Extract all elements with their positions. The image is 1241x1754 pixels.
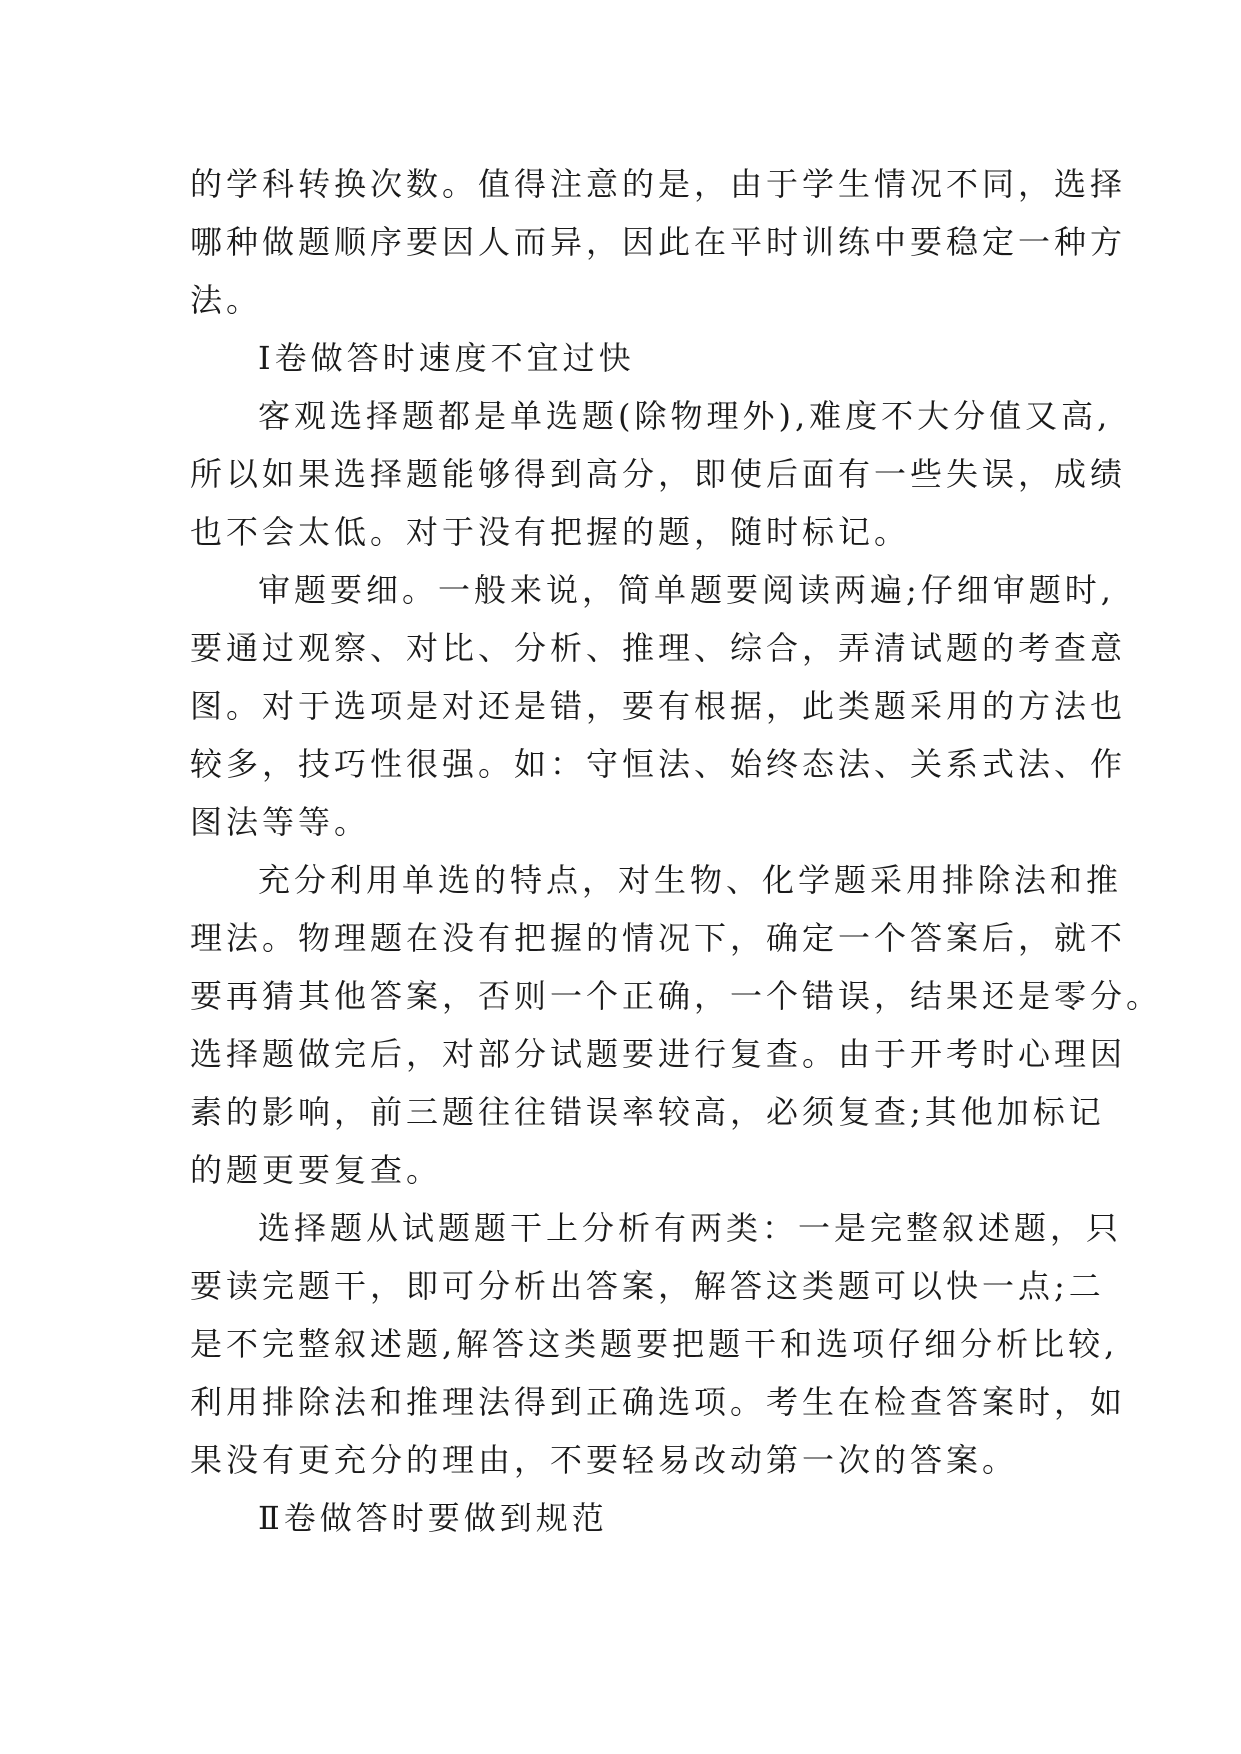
paragraph-objective-questions: [190, 387, 1127, 561]
text-line: 图法等等。: [190, 803, 371, 841]
text-line: 充分利用单选的特点，对生物、化学题采用排除法和推: [258, 861, 1123, 899]
text-line: 法。: [190, 281, 263, 319]
text-line: 要通过观察、对比、分析、推理、综合，弄清试题的考查意: [190, 629, 1127, 667]
text-line: 果没有更充分的理由，不要轻易改动第一次的答案。: [190, 1441, 1019, 1479]
text-line: 选择题从试题题干上分析有两类：一是完整叙述题，只: [258, 1209, 1123, 1247]
text-line: 是不完整叙述题,解答这类题要把题干和选项仔细分析比较,: [190, 1325, 1119, 1363]
text-line: 要再猜其他答案，否则一个正确，一个错误，结果还是零分。: [190, 977, 1163, 1015]
text-line: Ⅰ卷做答时速度不宜过快: [258, 339, 635, 377]
text-line: Ⅱ卷做答时要做到规范: [258, 1499, 608, 1537]
text-line: 审题要细。一般来说，简单题要阅读两遍;仔细审题时,: [258, 571, 1115, 609]
text-line: 理法。物理题在没有把握的情况下，确定一个答案后，就不: [190, 919, 1127, 957]
text-line: 要读完题干，即可分析出答案，解答这类题可以快一点;二: [190, 1267, 1105, 1305]
text-line: 的学科转换次数。值得注意的是，由于学生情况不同，选择: [190, 165, 1127, 203]
paragraph-read-carefully: [190, 561, 1127, 851]
text-line: 哪种做题顺序要因人而异，因此在平时训练中要稳定一种方: [190, 223, 1127, 261]
section-heading-paper-two: [190, 1489, 1070, 1547]
text-line: 也不会太低。对于没有把握的题，随时标记。: [190, 513, 911, 551]
text-line: 客观选择题都是单选题(除物理外),难度不大分值又高,: [258, 397, 1112, 435]
paragraph-single-choice-strategy: [190, 851, 1163, 1199]
text-line: 图。对于选项是对还是错，要有根据，此类题采用的方法也: [190, 687, 1127, 725]
paragraph-intro-continued: [190, 155, 1127, 329]
text-line: 素的影响，前三题往往错误率较高，必须复查;其他加标记: [190, 1093, 1105, 1131]
text-line: 较多，技巧性很强。如：守恒法、始终态法、关系式法、作: [190, 745, 1127, 783]
document-body: [190, 155, 1163, 1547]
section-heading-paper-one: [190, 329, 1070, 387]
text-line: 选择题做完后，对部分试题要进行复查。由于开考时心理因: [190, 1035, 1127, 1073]
text-line: 的题更要复查。: [190, 1151, 443, 1189]
text-line: 所以如果选择题能够得到高分，即使后面有一些失误，成绩: [190, 455, 1127, 493]
paragraph-two-types: [190, 1199, 1127, 1489]
text-line: 利用排除法和推理法得到正确选项。考生在检查答案时，如: [190, 1383, 1127, 1421]
